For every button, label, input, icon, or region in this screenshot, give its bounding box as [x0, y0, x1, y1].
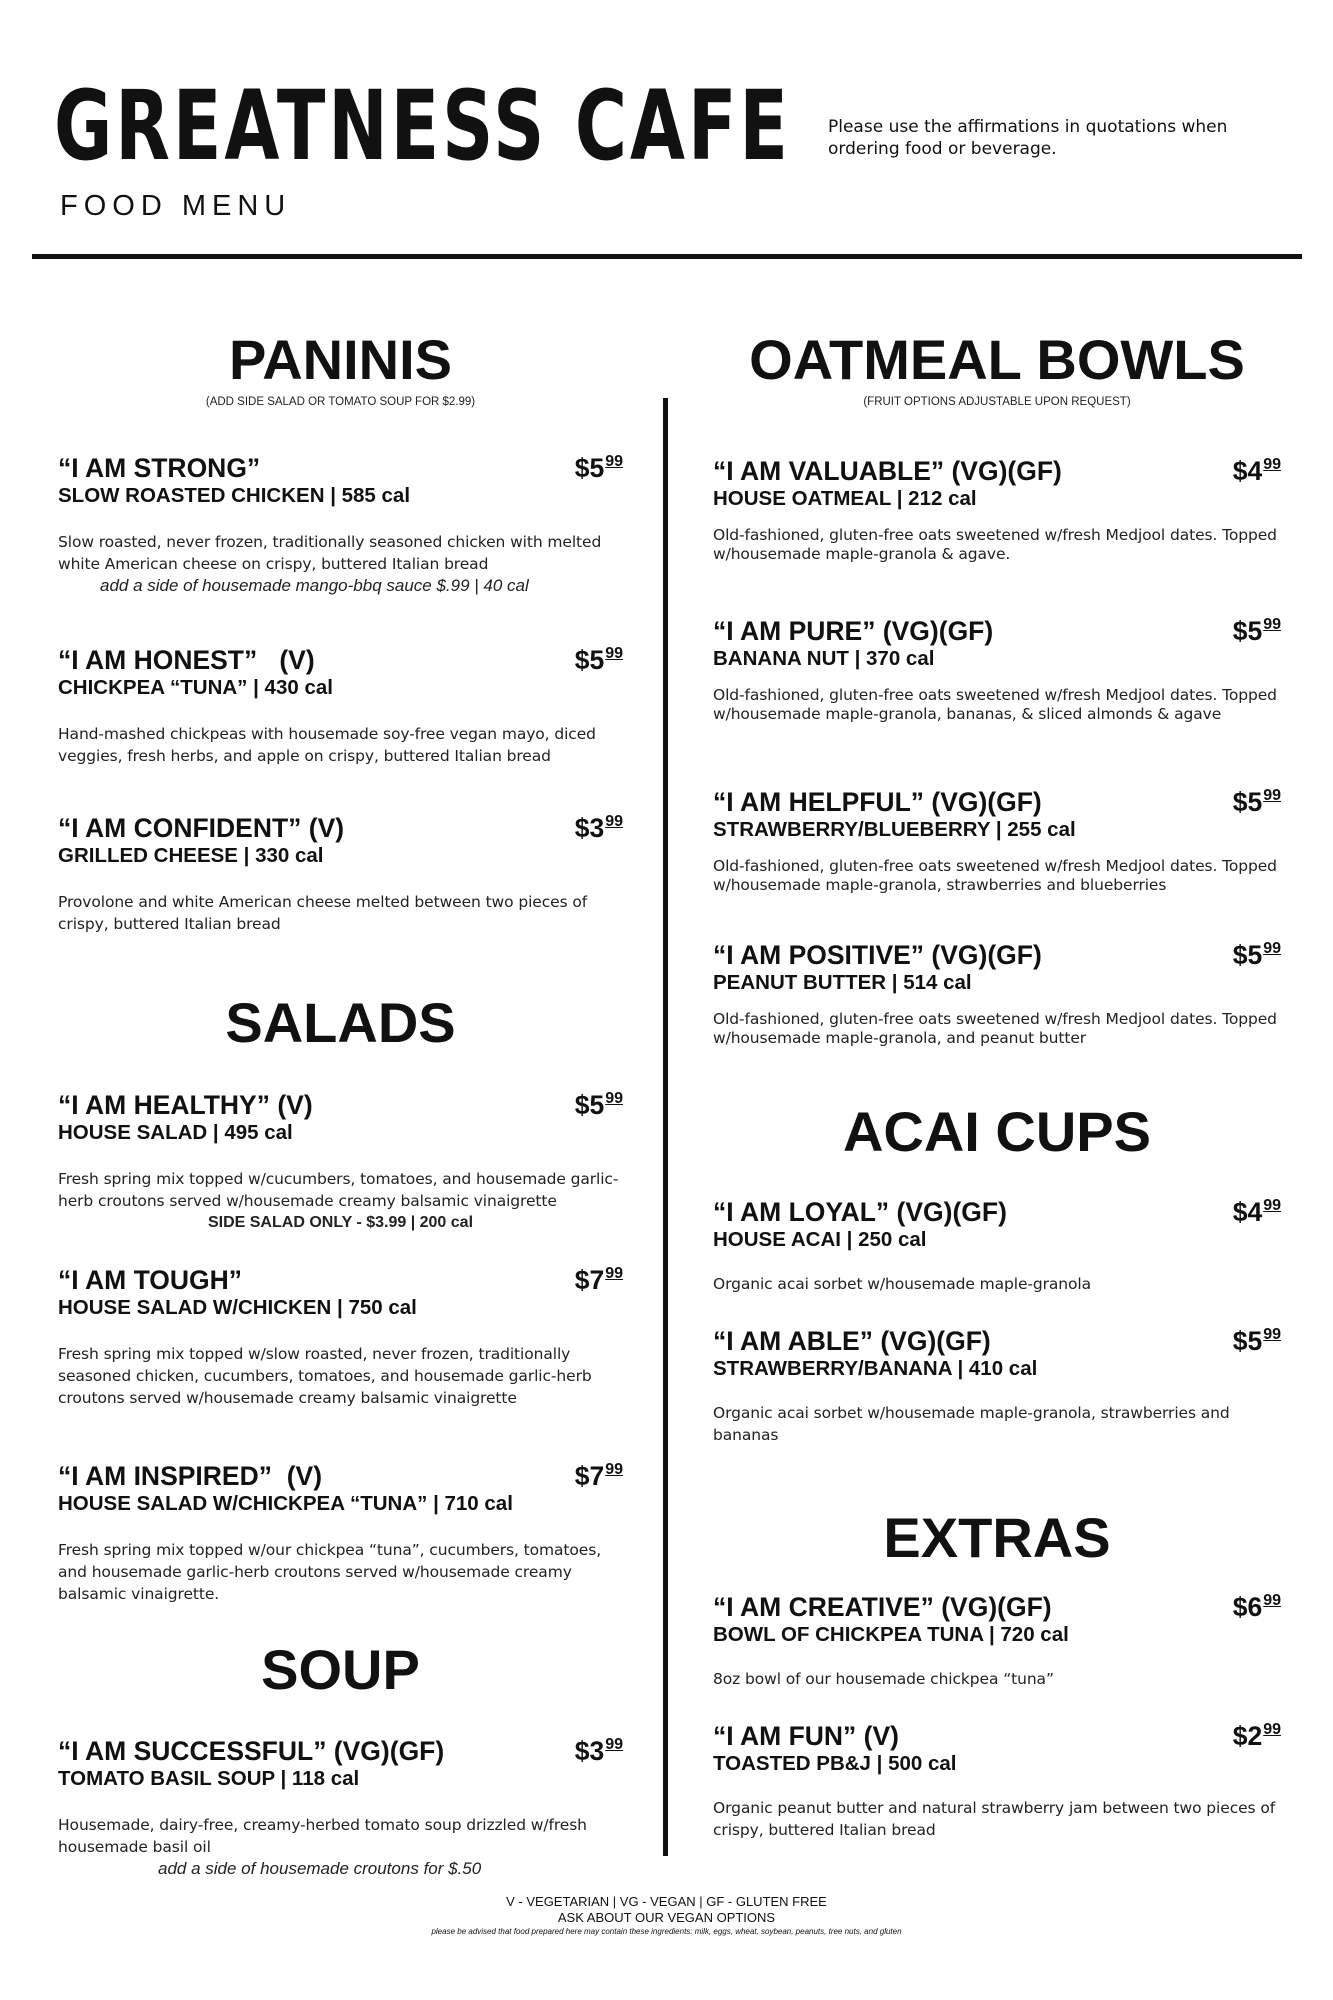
- menu-item-i-am-tough: [58, 1265, 623, 1409]
- item-name: “I AM LOYAL” (VG)(GF): [713, 1197, 1007, 1227]
- item-description: Organic acai sorbet w/housemade maple-granola: [713, 1275, 1092, 1293]
- item-subtitle: STRAWBERRY/BANANA | 410 cal: [713, 1357, 1038, 1380]
- item-name: “I AM STRONG”: [58, 453, 261, 483]
- item-description: 8oz bowl of our housemade chickpea “tuna”: [713, 1670, 1054, 1688]
- section-title-oatmeal: OATMEAL BOWLS: [749, 328, 1245, 391]
- item-addon: add a side of housemade croutons for $.50: [158, 1859, 482, 1878]
- column-divider: [663, 398, 668, 1856]
- footer: [0, 1894, 1333, 1937]
- section-note-paninis: (ADD SIDE SALAD OR TOMATO SOUP FOR $2.99): [205, 396, 476, 408]
- item-description: Old-fashioned, gluten-free oats sweetened w/fresh Medjool dates. Topped w/housemade maple-granola & agave.: [713, 526, 1277, 563]
- item-description: Housemade, dairy-free, creamy-herbed tomato soup drizzled w/fresh housemade basil oil: [58, 1816, 587, 1856]
- item-name: “I AM VALUABLE” (VG)(GF): [713, 456, 1062, 486]
- item-description: Organic acai sorbet w/housemade maple-granola, strawberries and bananas: [713, 1404, 1230, 1444]
- item-name: “I AM HONEST” (V): [58, 645, 315, 675]
- item-subtitle: HOUSE SALAD W/CHICKEN | 750 cal: [58, 1296, 417, 1319]
- item-name: “I AM ABLE” (VG)(GF): [713, 1326, 991, 1356]
- item-description: Organic peanut butter and natural strawberry jam between two pieces of crispy, buttered Italian bread: [713, 1799, 1276, 1839]
- section-title-soup: SOUP: [261, 1638, 420, 1701]
- ordering-note: Please use the affirmations in quotations when ordering food or beverage.: [828, 117, 1228, 159]
- salads-section: [58, 992, 623, 1054]
- item-price: $\$3^{99}$: [574, 813, 623, 843]
- section-title-acai: ACAI CUPS: [842, 1100, 1152, 1163]
- oatmeal-section: [713, 329, 1281, 409]
- item-description: Old-fashioned, gluten-free oats sweetened w/fresh Medjool dates. Topped w/housemade maple-granola, bananas, & sliced almonds & agave: [713, 686, 1277, 723]
- menu-subtitle: FOOD MENU: [60, 190, 292, 222]
- item-price: $\$7^{99}$: [574, 1265, 623, 1295]
- item-subtitle: GRILLED CHEESE | 330 cal: [58, 844, 324, 867]
- item-price: $\$5^{99}$: [574, 453, 623, 483]
- menu-item-i-am-pure: [713, 616, 1281, 724]
- item-subtitle: BOWL OF CHICKPEA TUNA | 720 cal: [713, 1623, 1069, 1646]
- cafe-name: GREATNESS CAFE: [54, 70, 791, 182]
- item-subtitle: TOASTED PB&J | 500 cal: [713, 1752, 957, 1775]
- section-note-oatmeal: (FRUIT OPTIONS ADJUSTABLE UPON REQUEST): [863, 396, 1131, 408]
- item-description: Old-fashioned, gluten-free oats sweetened w/fresh Medjool dates. Topped w/housemade maple-granola, and peanut butter: [713, 1010, 1277, 1047]
- menu-item-i-am-able: [713, 1326, 1281, 1446]
- item-name: “I AM CONFIDENT” (V): [58, 813, 345, 843]
- item-name: “I AM POSITIVE” (VG)(GF): [713, 940, 1042, 970]
- menu-item-i-am-successful: [58, 1736, 623, 1880]
- extras-section: [713, 1507, 1281, 1569]
- item-name: “I AM CREATIVE” (VG)(GF): [713, 1592, 1052, 1622]
- item-price: $\$6^{99}$: [1232, 1592, 1281, 1622]
- item-subtitle: TOMATO BASIL SOUP | 118 cal: [58, 1767, 360, 1790]
- item-name: “I AM INSPIRED” (V): [58, 1461, 323, 1491]
- menu-item-i-am-loyal: [713, 1197, 1281, 1295]
- item-subtitle: PEANUT BUTTER | 514 cal: [713, 971, 972, 994]
- item-price: $\$5^{99}$: [1232, 787, 1281, 817]
- item-subtitle: HOUSE ACAI | 250 cal: [713, 1228, 927, 1251]
- item-description: Fresh spring mix topped w/cucumbers, tomatoes, and housemade garlic-herb croutons served w/housemade creamy balsamic vinaigrette: [58, 1170, 619, 1210]
- item-price: $\$5^{99}$: [574, 1090, 623, 1120]
- dietary-legend: V - VEGETARIAN | VG - VEGAN | GF - GLUTEN FREE: [506, 1894, 827, 1909]
- item-name: “I AM SUCCESSFUL” (VG)(GF): [58, 1736, 445, 1766]
- menu-item-i-am-valuable: [713, 456, 1281, 564]
- soup-section: [58, 1639, 623, 1701]
- item-name: “I AM HEALTHY” (V): [58, 1090, 313, 1120]
- section-title-extras: EXTRAS: [883, 1506, 1111, 1569]
- item-subtitle: HOUSE SALAD | 495 cal: [58, 1121, 293, 1144]
- item-price: $\$5^{99}$: [1232, 940, 1281, 970]
- allergen-notice: please be advised that food prepared here may contain these ingredients: milk, eggs, wheat, soybean, peanuts, tree nuts, and gluten: [431, 1927, 902, 1936]
- item-description: Old-fashioned, gluten-free oats sweetened w/fresh Medjool dates. Topped w/housemade maple-granola, strawberries and blueberries: [713, 857, 1277, 894]
- acai-section: [713, 1101, 1281, 1163]
- item-price: $\$2^{99}$: [1232, 1721, 1281, 1751]
- item-description: Fresh spring mix topped w/slow roasted, never frozen, traditionally seasoned chicken, cucumbers, tomatoes, and housemade garlic-herb croutons served w/housemade creamy balsamic vinaigrette: [58, 1345, 592, 1407]
- paninis-section: [58, 329, 623, 409]
- menu-item-i-am-inspired: [58, 1461, 623, 1605]
- item-addon: SIDE SALAD ONLY - $3.99 | 200 cal: [207, 1214, 474, 1231]
- menu-item-i-am-honest: [58, 645, 623, 767]
- item-addon: add a side of housemade mango-bbq sauce $.99 | 40 cal: [100, 576, 529, 595]
- item-subtitle: BANANA NUT | 370 cal: [713, 647, 935, 670]
- item-price: $\$4^{99}$: [1232, 456, 1281, 486]
- item-subtitle: HOUSE OATMEAL | 212 cal: [713, 487, 977, 510]
- section-title-salads: SALADS: [225, 991, 456, 1054]
- item-subtitle: CHICKPEA “TUNA” | 430 cal: [58, 676, 333, 699]
- item-subtitle: SLOW ROASTED CHICKEN | 585 cal: [58, 484, 411, 507]
- menu-item-i-am-healthy: [58, 1090, 623, 1234]
- menu-item-i-am-confident: [58, 813, 623, 935]
- item-price: $\$3^{99}$: [574, 1736, 623, 1766]
- header-divider: [32, 254, 1302, 259]
- section-title-paninis: PANINIS: [229, 328, 452, 391]
- menu-item-i-am-helpful: [713, 787, 1281, 895]
- item-description: Hand-mashed chickpeas with housemade soy-free vegan mayo, diced veggies, fresh herbs, and apple on crispy, buttered Italian bread: [58, 725, 596, 765]
- item-price: $\$5^{99}$: [574, 645, 623, 675]
- menu-item-i-am-positive: [713, 940, 1281, 1048]
- item-price: $\$5^{99}$: [1232, 616, 1281, 646]
- item-subtitle: STRAWBERRY/BLUEBERRY | 255 cal: [713, 818, 1076, 841]
- item-description: Provolone and white American cheese melted between two pieces of crispy, buttered Italian bread: [58, 893, 588, 933]
- item-subtitle: HOUSE SALAD W/CHICKPEA “TUNA” | 710 cal: [58, 1492, 513, 1515]
- menu-item-i-am-fun: [713, 1721, 1281, 1841]
- vegan-options-note: ASK ABOUT OUR VEGAN OPTIONS: [557, 1910, 776, 1925]
- item-price: $\$5^{99}$: [1232, 1326, 1281, 1356]
- item-name: “I AM HELPFUL” (VG)(GF): [713, 787, 1042, 817]
- menu-item-i-am-creative: [713, 1592, 1281, 1690]
- menu-item-i-am-strong: [58, 453, 623, 597]
- item-price: $\$4^{99}$: [1232, 1197, 1281, 1227]
- item-description: Fresh spring mix topped w/our chickpea “tuna”, cucumbers, tomatoes, and housemade garlic-herb croutons served w/housemade creamy balsamic vinaigrette.: [58, 1541, 602, 1603]
- item-description: Slow roasted, never frozen, traditionally seasoned chicken with melted white American cheese on crispy, buttered Italian bread: [58, 533, 602, 573]
- item-price: $\$7^{99}$: [574, 1461, 623, 1491]
- item-name: “I AM FUN” (V): [713, 1721, 899, 1751]
- item-name: “I AM PURE” (VG)(GF): [713, 616, 994, 646]
- item-name: “I AM TOUGH”: [58, 1265, 243, 1295]
